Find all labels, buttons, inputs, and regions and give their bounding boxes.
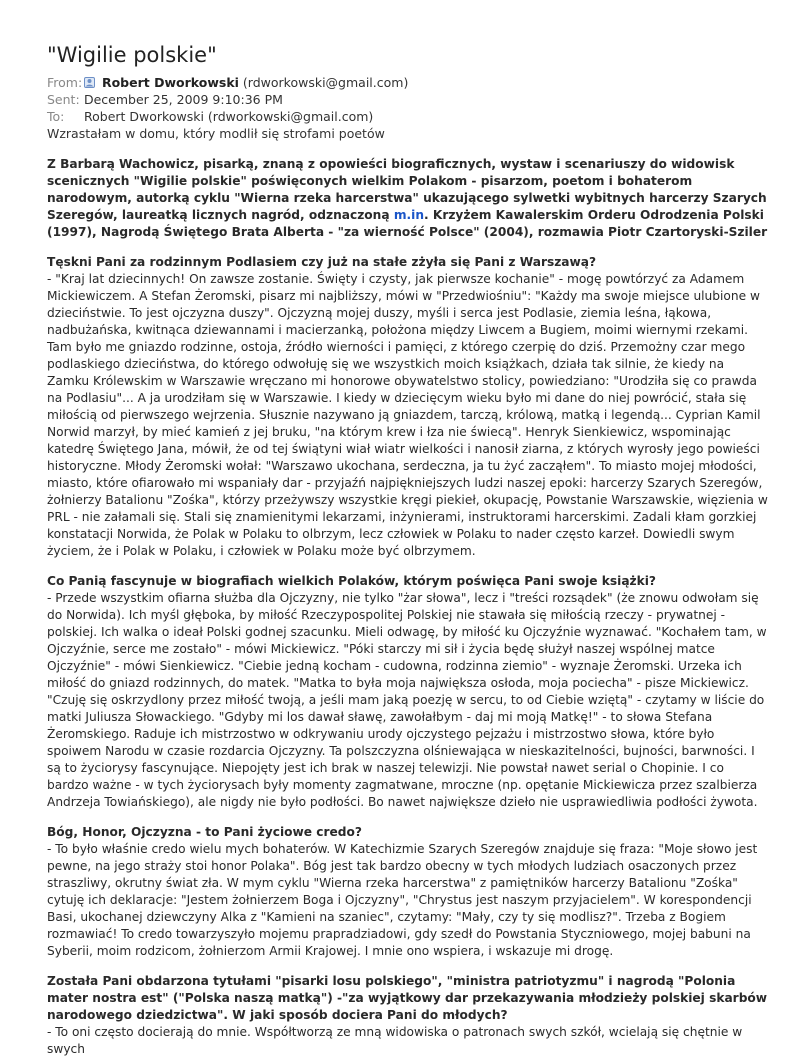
from-row <box>47 74 769 91</box>
sent-date: December 25, 2009 9:10:36 PM <box>83 92 283 107</box>
preview-line: Wzrastałam w domu, który modlił się strofami poetów <box>47 126 385 141</box>
interview-answer: - To było właśnie credo wielu mych bohaterów. W Katechizmie Szarych Szeregów znajduje się fraza: "Moje słowo jest pewne, na jego straży stoi honor Polaka". Bóg jest tak bardzo obecny w tych młodych ludziach osaczonych przez straszliwy, okrutny świat zła. W mym cyklu "Wierna rzeka harcerstwa" z pamiętników harcerzy Batalionu "Zośka" cytuję ich deklaracje: "Jestem żołnierzem Boga i Ojczyzny", "Chrystus jest naszym przyjacielem". W korespondencji Basi, ukochanej dziewczyny Alka z "Kamieni na szaniec", czytamy: "Mały, czy ty się modlisz?". Trzeba z Bogiem rozmawiać! To credo towarzyszyło mojemu prapradziadowi, gdy szedł do Powstania Styczniowego, mojej babuni na Syberii, moim rodzicom, żołnierzom Armii Krajowej. I mnie ono wspiera, i wskazuje mi drogę. <box>47 842 758 958</box>
interview-section <box>47 824 769 960</box>
interview-section <box>47 573 769 811</box>
intro-text-end: . Krzyżem Kawalerskim Orderu Odrodzenia Polski (1997), Nagrodą Świętego Brata Alberta - "za wierność Polsce" (2004), rozmawia Piotr Czartoryski-Sziler <box>47 208 768 239</box>
interview-answer: - To oni często docierają do mnie. Współtworzą ze mną widowiska o patronach swych szkół, wcielają się chętnie w swych <box>47 1025 743 1056</box>
interview-question: Bóg, Honor, Ojczyzna - to Pani życiowe credo? <box>47 825 362 839</box>
article-intro <box>47 156 769 241</box>
sent-label: Sent: <box>47 92 80 107</box>
interview-answer: - Przede wszystkim ofiarna służba dla Ojczyzny, nie tylko "żar słowa", lecz i "treści rozsądek" (że znowu odwołam się do Norwida). Ich myśl głęboka, by miłość Rzeczypospolitej Polskiej nie stawała się miłością rzeczy - prywatnej - polskiej. Ich walka o ideał Polski godnej szacunku. Mieli odwagę, by miłość ku Ojczyźnie wyznawać. "Kochałem tam, w Ojczyźnie, serce me zostało" - mówi Mickiewicz. "Póki starczy mi sił i życia będę służył naszej wspólnej matce Ojczyźnie" - mówi Sienkiewicz. "Ciebie jedną kocham - cudowna, rodzinna ziemio" - wyznaje Żeromski. Urzeka ich miłość do gniazd rodzinnych, do matek. "Matka to była moja największa osłoda, moja pociecha" - pisze Mickiewicz. "Czuję się oskrzydlony przez miłość twoją, a jeśli mam jaką poezję w sercu, to od Ciebie wziętą" - czytamy w liście do matki Juliusza Słowackiego. "Gdyby mi los dawał sławę, zawołałbym - daj mi moją Matkę!" - to słowa Stefana Żeromskiego. Raduje ich mistrzostwo w odkrywaniu urody ojczystego pejzażu i mistrzostwo słowa, które było spoiwem Narodu w czasie rozdarcia Ojczyzny. Ta polszczyzna olśniewająca w nieskazitelności, bujności, barwności. I są to życiorysy fascynujące. Niepojęty jest ich brak w naszej telewizji. Nie powstał nawet serial o Chopinie. I co bardzo ważne - w tych życiorysach były momenty zagmatwane, mroczne (np. opętanie Mickiewicza przez szalbierza Andrzeja Towiańskiego), ale nigdy nie było podłości. Bo nawet największe dzieło nie usprawiedliwia podłości żywota. <box>47 591 767 809</box>
from-label: From: <box>47 75 83 90</box>
interview-section <box>47 973 769 1058</box>
intro-text: Z Barbarą Wachowicz, pisarką, znaną z opowieści biograficznych, wystaw i scenariuszy do widowisk scenicznych "Wigilie polskie" poświęconych wielkim Polakom - pisarzom, poetom i bohaterom narodowym, autorką cyklu "Wierna rzeka harcerstwa" ukazującego sylwetki wybitnych harcerzy Szarych Szeregów, laureatką licznych nagród, odznaczoną <box>47 157 767 222</box>
email-subject: "Wigilie polskie" <box>47 43 217 67</box>
sender-email: (rdworkowski@gmail.com) <box>242 75 409 90</box>
interview-answer: - "Kraj lat dziecinnych! On zawsze zostanie. Święty i czysty, jak pierwsze kochanie" - mogę powtórzyć za Adamem Mickiewiczem. A Stefan Żeromski, pisarz mi najbliższy, mówi w "Przedwiośniu": "Każdy ma swoje miejsce ulubione w dzieciństwie. To jest ojczyzna duszy". Ojczyzną mojej duszy, myśli i serca jest Podlasie, ziemia leśna, łąkowa, nadbużańska, kwitnąca dziewannami i macierzanką, położona między Liwcem a Bugiem, moimi wiernymi rzekami. Tam było me gniazdo rodzinne, ostoja, źródło wierności i pamięci, z którego czerpię do dziś. Przemożny czar mego podlaskiego dzieciństwa, do którego odwołuję się we wszystkich moich książkach, działa tak silnie, że kiedy na Zamku Królewskim w Warszawie wręczano mi honorowe obywatelstwo stolicy, powiedziano: "Urodziła się co prawda na Podlasiu"... A ja urodziłam się w Warszawie. I kiedy w dziecięcym wieku było mi dane do niej powrócić, stała się miłością od pierwszego wejrzenia. Słusznie nazywano ją gniazdem, tarczą, królową, matką i legendą... Cyprian Kamil Norwid marzył, by mieć kamień z jej bruku, "na którym krew i łza nie świecą". Henryk Sienkiewicz, wspominając katedrę Świętego Jana, mówił, że od tej świątyni wiał wiatr wielkości i nanosił ziarna, z których wyrosły jego powieści historyczne. Młody Żeromski wołał: "Warszawo ukochana, serdeczna, ja tu żyć zacząłem". To miasto mojej młodości, miasto, które ofiarowało mi wspaniały dar - przyjaźń najpiękniejszych ludzi naszej epoki: harcerzy Szarych Szeregów, żołnierzy Batalionu "Zośka", którzy przeżywszy wszystkie kręgi piekieł, okupację, Powstanie Warszawskie, więzienia w PRL - nie załamali się. Stali się znamienitymi lekarzami, inżynierami, instruktorami harcerskimi. Zadali kłam gorzkiej konstatacji Norwida, że Polak w Polaku to olbrzym, lecz człowiek w Polaku to nader często karzeł. Dowiedli swym życiem, że i Polak w Polaku, i człowiek w Polaku może być olbrzymem. <box>47 272 768 558</box>
email-message <box>47 42 769 1058</box>
interview-question: Co Panią fascynuje w biografiach wielkich Polaków, którym poświęca Pani swoje książki? <box>47 574 657 588</box>
sender-name[interactable]: Robert Dworkowski <box>101 75 239 90</box>
recipient: Robert Dworkowski (rdworkowski@gmail.com) <box>83 109 374 124</box>
interview-question: Została Pani obdarzona tytułami "pisarki losu polskiego", "ministra patriotyzmu" i nagrodą "Polonia mater nostra est" ("Polska naszą matką") -"za wyjątkowy dar przekazywania młodzieży polskiej skarbów narodowego dziedzictwa". W jaki sposób dociera Pani do młodych? <box>47 974 768 1022</box>
to-label: To: <box>47 109 65 124</box>
interview-section <box>47 254 769 560</box>
interview-question: Tęskni Pani za rodzinnym Podlasiem czy już na stałe zżyła się Pani z Warszawą? <box>47 255 597 269</box>
to-row <box>47 108 769 125</box>
sent-row <box>47 91 769 108</box>
contact-card-icon[interactable] <box>84 75 95 86</box>
intro-link[interactable]: m.in <box>393 208 424 222</box>
